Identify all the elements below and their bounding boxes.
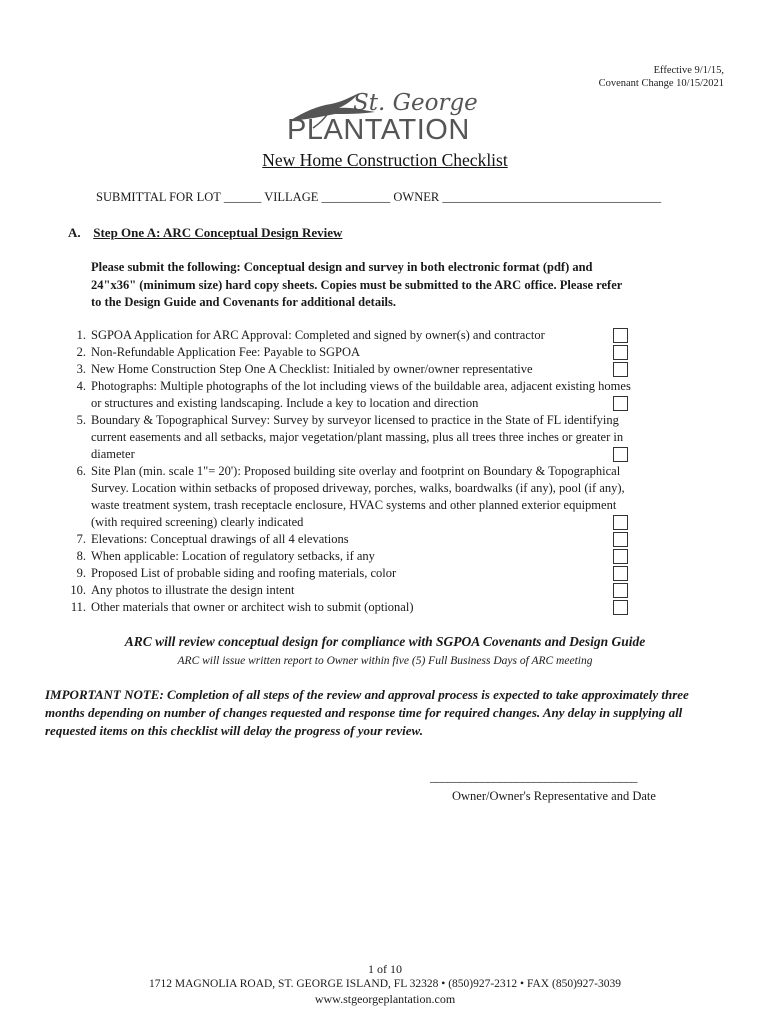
item-text: Any photos to illustrate the design intent [91,583,295,597]
covenant-change-line: Covenant Change 10/15/2021 [598,78,724,89]
item-1-checkbox[interactable] [613,328,628,343]
item-number: 10. [70,583,86,597]
item-number: 11. [70,600,86,614]
item-number: 7. [76,532,86,546]
item-text: When applicable: Location of regulatory setbacks, if any [91,549,375,563]
checklist-item [64,531,634,548]
item-2-checkbox[interactable] [613,345,628,360]
item-number: 8. [76,549,86,563]
submittal-line: SUBMITTAL FOR LOT ______ VILLAGE ___________ OWNER ___________________________________ [96,190,662,204]
logo-st-george: St. George [353,90,478,116]
effective-date [599,64,724,90]
checklist-item [64,378,634,412]
item-number: 4. [76,379,86,393]
plantation-logo [285,90,495,152]
item-9-checkbox[interactable] [613,566,628,581]
section-label: A. [68,225,81,240]
page-title: New Home Construction Checklist [262,150,508,170]
logo-plantation: PLANTATION [287,114,470,146]
checklist-item [64,412,634,463]
checklist-item [64,565,634,582]
section-title: Step One A: ARC Conceptual Design Review [93,225,343,240]
checklist-item [64,582,634,599]
review-statement: ARC will review conceptual design for compliance with SGPOA Covenants and Design Guide [124,634,646,649]
signature-line: ____________________________________ [430,770,637,784]
checklist-item [64,344,634,361]
item-text: Photographs: Multiple photographs of the lot including views of the buildable area, adjacent existing homes or structures and existing landscaping. Include a key to location and direction [91,379,631,410]
item-11-checkbox[interactable] [613,600,628,615]
item-6-checkbox[interactable] [613,515,628,530]
item-number: 2. [76,345,86,359]
important-note: IMPORTANT NOTE: Completion of all steps of the review and approval process is expected to take approximately three months depending on number of changes requested and response time for required changes. Any delay in supplying all requested items on this checklist will delay the progress of your review. [45,687,689,738]
item-4-checkbox[interactable] [613,396,628,411]
signature-label: Owner/Owner's Representative and Date [452,789,656,803]
item-number: 9. [76,566,86,580]
item-10-checkbox[interactable] [613,583,628,598]
item-text: New Home Construction Step One A Checklist: Initialed by owner/owner representative [91,362,533,376]
item-text: Boundary & Topographical Survey: Survey by surveyor licensed to practice in the State of FL identifying current easements and all setbacks, major vegetation/plant massing, plus all trees three inches or greater in diameter [91,413,624,461]
item-text: Other materials that owner or architect wish to submit (optional) [91,600,414,614]
section-heading [68,225,342,241]
page-footer [0,962,770,1007]
item-number: 1. [76,328,86,342]
checklist-item [64,548,634,565]
checklist-item [64,327,634,344]
item-5-checkbox[interactable] [613,447,628,462]
item-number: 3. [76,362,86,376]
page-number: 1 of 10 [368,962,402,976]
item-text: SGPOA Application for ARC Approval: Completed and signed by owner(s) and contractor [91,328,545,342]
section-instructions: Please submit the following: Conceptual design and survey in both electronic format (pdf) and 24"x36" (minimum size) hard copy sheets. Copies must be submitted to the ARC office. Please refer to the Design Guide and Covenants for additional details. [91,260,623,309]
item-number: 6. [76,464,86,478]
review-report-note: ARC will issue written report to Owner within five (5) Full Business Days of ARC meeting [177,655,593,667]
item-text: Proposed List of probable siding and roofing materials, color [91,566,397,580]
item-text: Non-Refundable Application Fee: Payable to SGPOA [91,345,361,359]
checklist-item [64,599,634,616]
checklist [64,327,634,616]
footer-website: www.stgeorgeplantation.com [314,992,456,1006]
checklist-item [64,463,634,531]
effective-date-line: Effective 9/1/15, [653,65,724,76]
item-text: Site Plan (min. scale 1"= 20'): Proposed building site overlay and footprint on Boundary & Topographical Survey. Location within setbacks of proposed driveway, porches, walks, boardwalks (if any), pool (if any), waste treatment system, trash receptacle enclosure, HVAC systems and other planned exterior equipment (with required screening) clearly indicated [91,464,625,529]
item-number: 5. [76,413,86,427]
item-text: Elevations: Conceptual drawings of all 4 elevations [91,532,349,546]
item-3-checkbox[interactable] [613,362,628,377]
item-7-checkbox[interactable] [613,532,628,547]
footer-address: 1712 MAGNOLIA ROAD, ST. GEORGE ISLAND, FL 32328 • (850)927-2312 • FAX (850)927-3039 [149,978,621,990]
item-8-checkbox[interactable] [613,549,628,564]
checklist-item [64,361,634,378]
